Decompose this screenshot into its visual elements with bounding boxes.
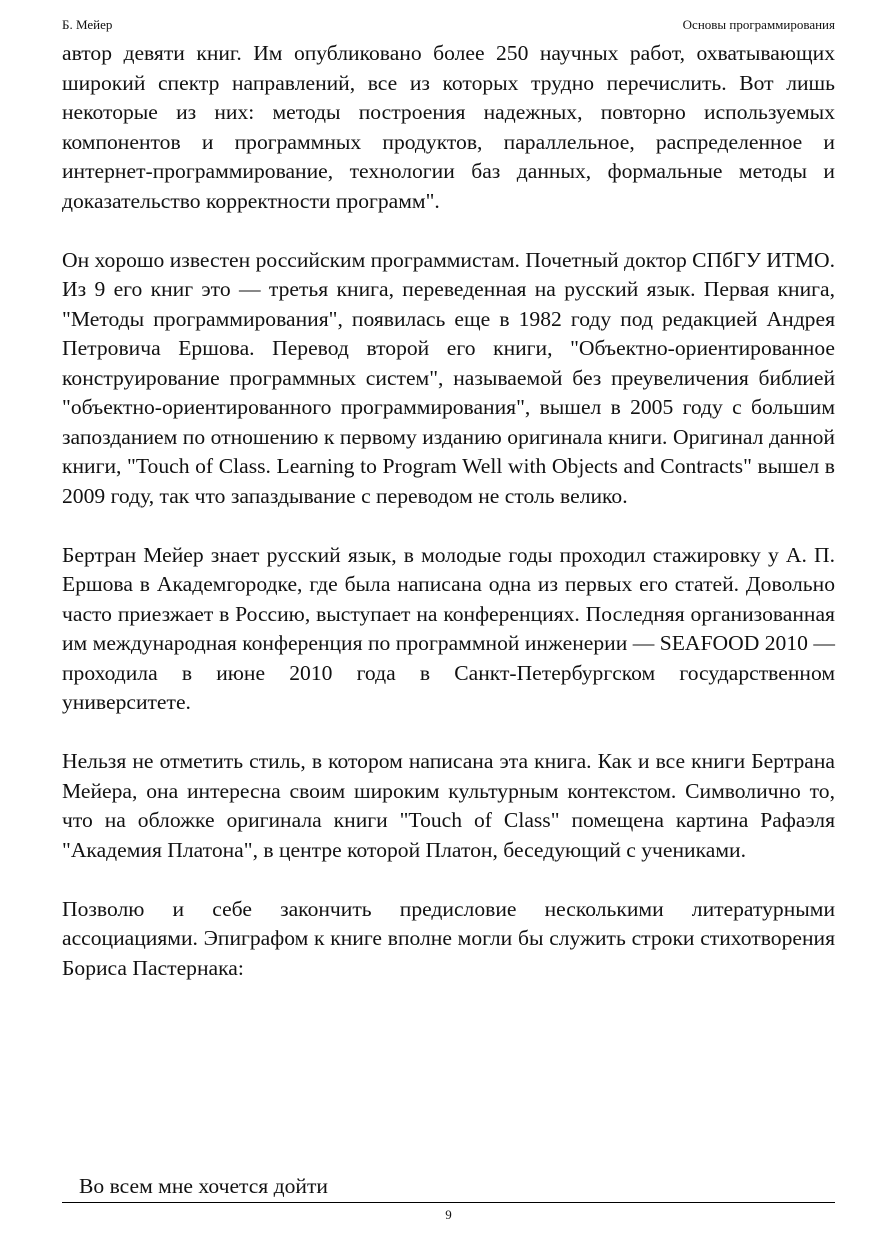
header-book-title: Основы программирования xyxy=(682,17,835,32)
running-header xyxy=(62,16,835,34)
paragraph-1: автор девяти книг. Им опубликовано более 250 научных работ, охватывающих широкий спектр направлений, все из которых трудно перечислить. Вот лишь некоторые из них: методы построения надежных, повторно используемых компонентов и программных продуктов, параллельное, распределенное и интернет-программирование, технологии баз данных, формальные методы и доказательство корректности программ". xyxy=(62,41,835,213)
header-author: Б. Мейер xyxy=(62,17,113,32)
paragraph-5: Позволю и себе закончить предисловие несколькими литературными ассоциациями. Эпиграфом к книге вполне могли бы служить строки стихотворения Бориса Пастернака: xyxy=(62,896,835,980)
paragraph-3: Бертран Мейер знает русский язык, в молодые годы проходил стажировку у А. П. Ершова в Академгородке, где была написана одна из первых его статей. Довольно часто приезжает в Россию, выступает на конференциях. Последняя организованная им международная конференция по программной инженерии — SEAFOOD 2010 — проходила в июне 2010 года в Санкт-Петербургском государственном университете. xyxy=(62,542,835,714)
page-number: 9 xyxy=(445,1207,452,1222)
paragraph-2: Он хорошо известен российским программистам. Почетный доктор СПбГУ ИТМО. Из 9 его книг это — третья книга, переведенная на русский язык. Первая книга, "Методы программирования", появилась еще в 1982 году под редакцией Андрея Петровича Ершова. Перевод второй его книги, "Объектно-ориентированное конструирование программных систем", называемой без преувеличения библией "объектно-ориентированного программирования", вышел в 2005 году с большим запозданием по отношению к первому изданию оригинала книги. Оригинал данной книги, "Touch of Class. Learning to Program Well with Objects and Contracts" вышел в 2009 году, так что запаздывание с переводом не столь велико. xyxy=(62,247,835,508)
footer-divider xyxy=(62,1202,835,1203)
paragraph-4: Нельзя не отметить стиль, в котором написана эта книга. Как и все книги Бертрана Мейера, она интересна своим широким культурным контекстом. Символично то, что на обложке оригинала книги "Touch of Class" помещена картина Рафаэля "Академия Платона", в центре которой Платон, беседующий с учениками. xyxy=(62,749,835,862)
page-body xyxy=(62,39,835,983)
epigraph-poem-line: Во всем мне хочется дойти xyxy=(79,1174,328,1198)
